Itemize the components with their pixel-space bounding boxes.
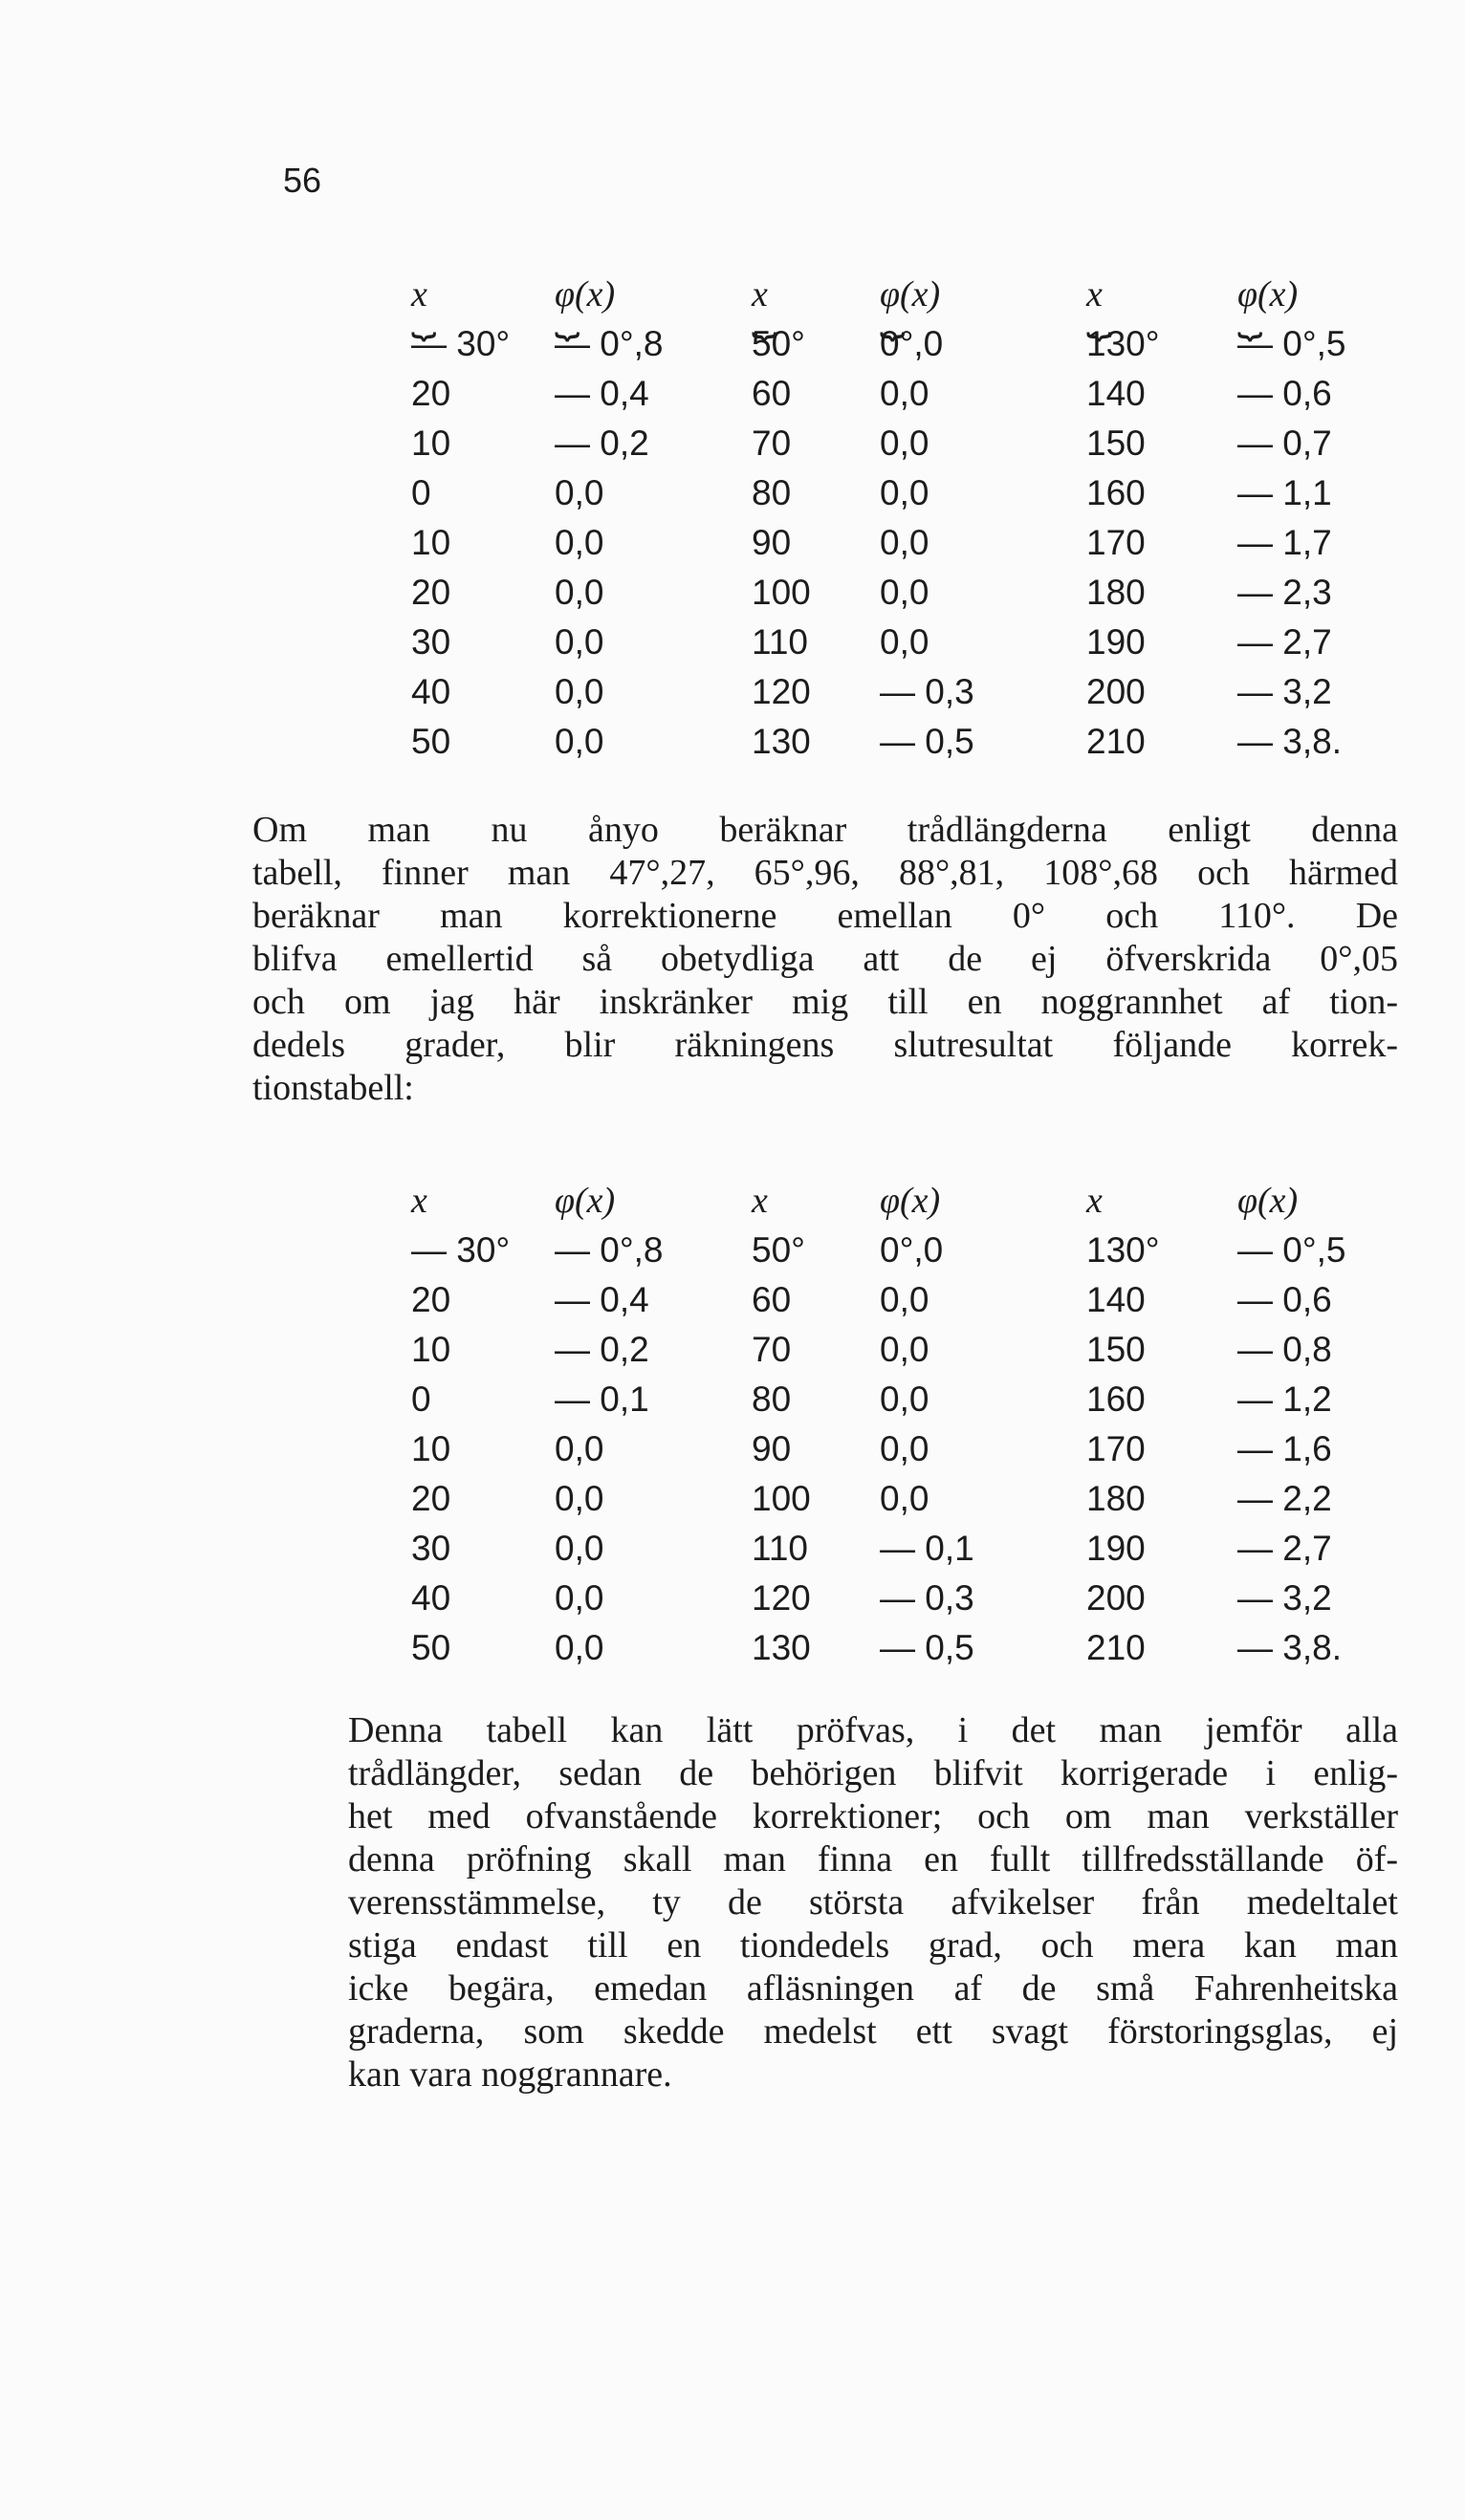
cell-phi-value: 0,0 (555, 1429, 604, 1468)
cell-phi-value: — 0,4 (555, 1280, 649, 1319)
cell-phi-value: — 0,5 (880, 1628, 974, 1667)
cell-x-value: 180 (1086, 573, 1146, 612)
cell-x-value: 50 (411, 1628, 451, 1667)
cell-x-value: — 30° (411, 324, 511, 363)
cell-x-value: 10 (411, 1429, 451, 1468)
header-phi: φ(x) ⏟ (555, 270, 752, 319)
header-phi: φ(x) (1237, 1181, 1299, 1221)
cell-phi-value: — 3,8. (1237, 1628, 1342, 1667)
cell-x-value: 110 (752, 1529, 808, 1568)
cell-phi-value: — 3,2 (1237, 672, 1332, 711)
cell-x-value: 130 (752, 1628, 811, 1667)
cell-phi-value: — 0,3 (880, 672, 974, 711)
text-line: dedels grader, blir räkningens slutresultat följande korrek- (252, 1025, 1398, 1065)
cell-x-value: 40 (411, 1578, 451, 1618)
cell-phi-value: 0,0 (880, 374, 929, 413)
cell-phi-value: 0,0 (880, 1479, 929, 1518)
table-row (411, 568, 1390, 618)
cell-phi-value: 0,0 (880, 1280, 929, 1319)
table-row (411, 419, 1390, 468)
cell-phi-value: — 0,6 (1237, 374, 1332, 413)
table-row (411, 369, 1390, 419)
text-line: tabell, finner man 47°,27, 65°,96, 88°,81, 108°,68 och härmed (252, 853, 1398, 893)
cell-x-value: 10 (411, 523, 451, 562)
text-line: beräknar man korrektionerne emellan 0° och 110°. De (252, 896, 1398, 936)
cell-x-value: 170 (1086, 523, 1146, 562)
cell-x-value: 20 (411, 374, 451, 413)
cell-phi-value: — 0°,8 (555, 324, 664, 363)
cell-x-value: 150 (1086, 1330, 1146, 1369)
cell-x-value: 50° (752, 324, 805, 363)
cell-x-value: 20 (411, 1280, 451, 1319)
cell-x-value: 60 (752, 374, 792, 413)
text-line: denna pröfning skall man finna en fullt tillfredsställande öf- (348, 1839, 1398, 1879)
page-number: 56 (283, 161, 322, 200)
cell-x-value: 0 (411, 473, 431, 512)
cell-phi-value: 0,0 (555, 1529, 604, 1568)
cell-phi-value: — 0,2 (555, 424, 649, 463)
cell-phi-value: — 0,6 (1237, 1280, 1332, 1319)
cell-phi-value: 0,0 (880, 473, 929, 512)
cell-x-value: 50° (752, 1230, 805, 1270)
cell-phi-value: 0,0 (880, 622, 929, 662)
cell-phi-value: — 0°,5 (1237, 1230, 1346, 1270)
text-line: tionstabell: (252, 1068, 414, 1108)
cell-phi-value: — 2,2 (1237, 1479, 1332, 1518)
cell-phi-value: — 0,1 (880, 1529, 974, 1568)
cell-phi-value: 0°,0 (880, 1230, 944, 1270)
text-line: kan vara noggrannare. (348, 2054, 672, 2095)
cell-x-value: 130 (752, 722, 811, 761)
header-x: x (1086, 1181, 1103, 1221)
paragraph-recalculation (252, 809, 1398, 1110)
cell-phi-value: 0,0 (555, 1479, 604, 1518)
header-x: x (411, 1181, 427, 1221)
table-row (411, 1623, 1390, 1673)
cell-x-value: 50 (411, 722, 451, 761)
cell-phi-value: 0,0 (555, 573, 604, 612)
cell-phi-value: — 3,2 (1237, 1578, 1332, 1618)
cell-x-value: 190 (1086, 622, 1146, 662)
cell-phi-value: — 0,3 (880, 1578, 974, 1618)
cell-x-value: 60 (752, 1280, 792, 1319)
cell-phi-value: — 0°,8 (555, 1230, 664, 1270)
header-x: x (752, 1181, 768, 1221)
cell-phi-value: 0,0 (555, 722, 604, 761)
table-row (411, 1424, 1390, 1474)
cell-x-value: 200 (1086, 1578, 1146, 1618)
cell-x-value: 80 (752, 473, 792, 512)
cell-x-value: 30 (411, 1529, 451, 1568)
table-row (411, 468, 1390, 518)
cell-phi-value: — 3,8. (1237, 722, 1342, 761)
cell-phi-value: — 1,2 (1237, 1379, 1332, 1419)
paragraph-verification (252, 1709, 1398, 2096)
cell-phi-value: 0,0 (555, 473, 604, 512)
cell-x-value: 190 (1086, 1529, 1146, 1568)
cell-phi-value: — 0,5 (880, 722, 974, 761)
cell-phi-value: 0,0 (880, 1330, 929, 1369)
cell-x-value: 120 (752, 1578, 811, 1618)
text-line: och om jag här inskränker mig till en noggrannhet af tion- (252, 982, 1398, 1022)
table-row (411, 1325, 1390, 1375)
cell-phi-value: — 0,2 (555, 1330, 649, 1369)
cell-phi-value: 0,0 (555, 672, 604, 711)
cell-x-value: 160 (1086, 1379, 1146, 1419)
cell-x-value: 100 (752, 573, 811, 612)
header-phi: φ(x) ⏟ (1237, 270, 1390, 319)
table-row (411, 1375, 1390, 1424)
cell-x-value: 20 (411, 573, 451, 612)
cell-x-value: 70 (752, 1330, 792, 1369)
text-line: trådlängder, sedan de behörigen blifvit korrigerade i enlig- (348, 1753, 1398, 1793)
cell-phi-value: — 1,1 (1237, 473, 1332, 512)
cell-phi-value: — 1,7 (1237, 523, 1332, 562)
header-phi: φ(x) (880, 1181, 941, 1221)
cell-phi-value: 0,0 (880, 1429, 929, 1468)
cell-x-value: 80 (752, 1379, 792, 1419)
header-phi: φ(x) ⏟ (880, 270, 1086, 319)
cell-x-value: 200 (1086, 672, 1146, 711)
text-line: icke begära, emedan afläsningen af de små Fahrenheitska (348, 1968, 1398, 2009)
cell-phi-value: 0,0 (880, 1379, 929, 1419)
cell-phi-value: — 0,4 (555, 374, 649, 413)
cell-x-value: 40 (411, 672, 451, 711)
cell-x-value: 130° (1086, 324, 1160, 363)
table-row (411, 518, 1390, 568)
cell-phi-value: 0,0 (880, 523, 929, 562)
cell-phi-value: 0,0 (555, 622, 604, 662)
cell-x-value: 210 (1086, 722, 1146, 761)
text-line: graderna, som skedde medelst ett svagt förstoringsglas, ej (348, 2011, 1398, 2052)
table-row (411, 1226, 1390, 1275)
cell-phi-value: — 0,7 (1237, 424, 1332, 463)
cell-x-value: 120 (752, 672, 811, 711)
table-correction-initial (411, 270, 1390, 767)
cell-x-value: 110 (752, 622, 808, 662)
text-line: Om man nu ånyo beräknar trådlängderna enligt denna (252, 810, 1398, 850)
table-correction-final (411, 1176, 1390, 1673)
cell-x-value: 130° (1086, 1230, 1160, 1270)
table-row (411, 1275, 1390, 1325)
cell-x-value: 160 (1086, 473, 1146, 512)
cell-phi-value: 0°,0 (880, 324, 944, 363)
cell-phi-value: 0,0 (880, 424, 929, 463)
cell-x-value: 30 (411, 622, 451, 662)
cell-x-value: 90 (752, 1429, 792, 1468)
text-line: verensstämmelse, ty de största afvikelser från medeltalet (348, 1882, 1398, 1923)
cell-x-value: 210 (1086, 1628, 1146, 1667)
cell-phi-value: — 0,8 (1237, 1330, 1332, 1369)
cell-phi-value: — 1,6 (1237, 1429, 1332, 1468)
table-row (411, 618, 1390, 667)
table-header-row (411, 1176, 1390, 1226)
table-row (411, 667, 1390, 717)
cell-x-value: 150 (1086, 424, 1146, 463)
cell-x-value: 70 (752, 424, 792, 463)
cell-phi-value: — 2,7 (1237, 1529, 1332, 1568)
header-phi: φ(x) (555, 1181, 616, 1221)
cell-phi-value: — 0°,5 (1237, 324, 1346, 363)
cell-x-value: 140 (1086, 1280, 1146, 1319)
cell-phi-value: — 0,1 (555, 1379, 649, 1419)
cell-x-value: 0 (411, 1379, 431, 1419)
cell-x-value: 10 (411, 424, 451, 463)
text-line: Denna tabell kan lätt pröfvas, i det man jemför alla (348, 1710, 1398, 1750)
table-header-row (411, 270, 1390, 319)
cell-phi-value: 0,0 (555, 1578, 604, 1618)
table-row (411, 1474, 1390, 1524)
cell-phi-value: 0,0 (555, 523, 604, 562)
cell-x-value: 180 (1086, 1479, 1146, 1518)
cell-x-value: 20 (411, 1479, 451, 1518)
table-row (411, 1574, 1390, 1623)
cell-x-value: — 30° (411, 1230, 511, 1270)
header-x: x ⏟ (411, 270, 555, 319)
header-x: x ⏟ (752, 270, 880, 319)
cell-phi-value: 0,0 (555, 1628, 604, 1667)
cell-x-value: 100 (752, 1479, 811, 1518)
cell-x-value: 140 (1086, 374, 1146, 413)
cell-phi-value: — 2,3 (1237, 573, 1332, 612)
cell-phi-value: 0,0 (880, 573, 929, 612)
text-line: het med ofvanstående korrektioner; och om man verkställer (348, 1796, 1398, 1836)
cell-x-value: 10 (411, 1330, 451, 1369)
text-line: stiga endast till en tiondedels grad, och mera kan man (348, 1925, 1398, 1966)
table-row (411, 717, 1390, 767)
header-x: x ⏟ (1086, 270, 1237, 319)
text-line: blifva emellertid så obetydliga att de ej öfverskrida 0°,05 (252, 939, 1398, 979)
cell-phi-value: — 2,7 (1237, 622, 1332, 662)
cell-x-value: 90 (752, 523, 792, 562)
cell-x-value: 170 (1086, 1429, 1146, 1468)
table-row (411, 1524, 1390, 1574)
